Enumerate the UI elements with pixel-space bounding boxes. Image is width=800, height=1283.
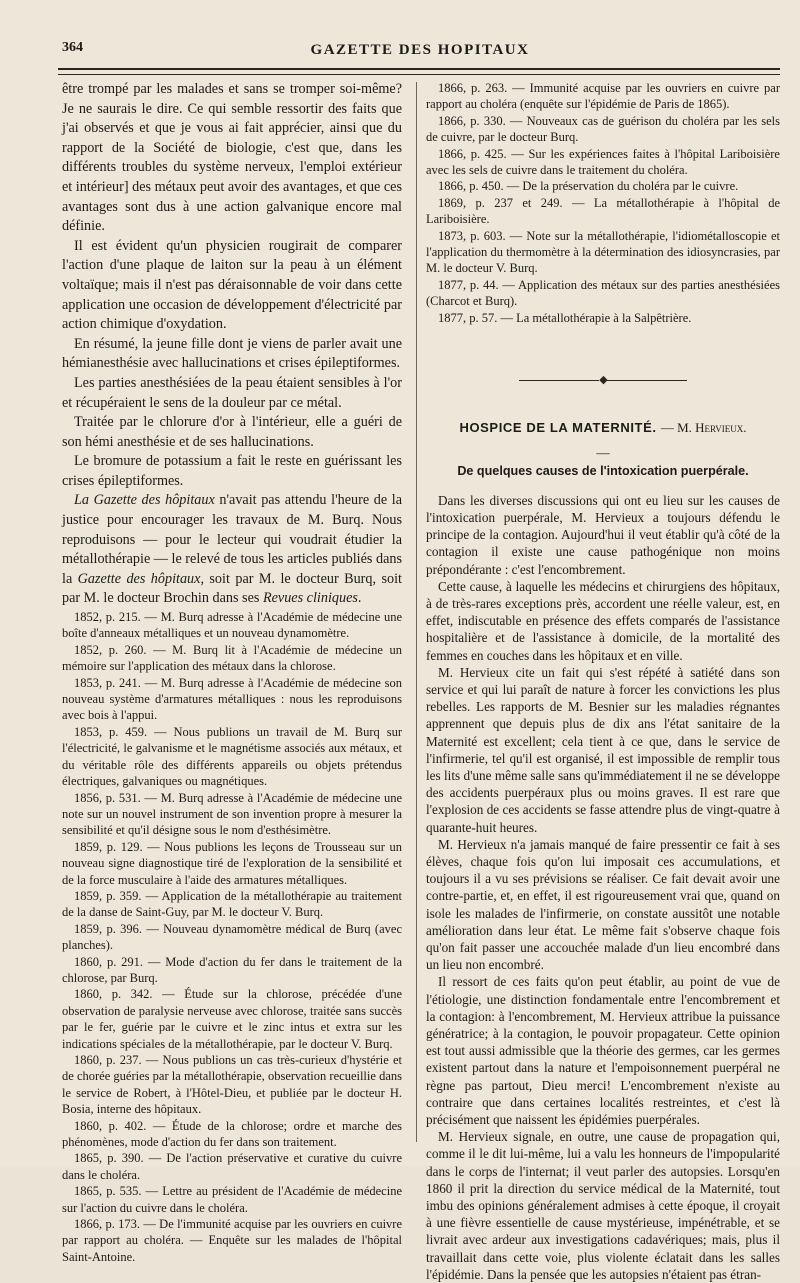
heading-dash-separator: —	[596, 444, 610, 460]
section-title: HOSPICE DE LA MATERNITÉ.	[459, 420, 657, 436]
paragraph: M. Hervieux n'a jamais manqué de faire pressentir ce fait à ses élèves, chaque fois qu'on lui imposait ces accumulations, et toujours il a vu ses prévisions se réaliser. Ce fait devait avoir une contre-partie, et, en effet, il est rigoureusement vrai que, quand on isole les malades de l'infirmerie, on constate aussitôt une notable amélioration dans leur état. Le même fait s'observe chaque fois qu'on fait passer une accouchée malade d'un lieu encombré dans un lieu non encombré.	[426, 836, 780, 973]
bibliography-entry: 1866, p. 425. — Sur les expériences faites à l'hôpital Lariboisière avec les sels de cuivre dans le traitement du choléra.	[426, 146, 780, 178]
bibliography-entry: 1853, p. 459. — Nous publions un travail de M. Burq sur l'électricité, le galvanisme et le magnétisme associés aux métaux, et du véritable rôle des différents appareils ou objets prétendus électriques, galvaniques ou magnétiques.	[62, 724, 402, 789]
article-subtitle: De quelques causes de l'intoxication puerpérale.	[457, 463, 749, 478]
bibliography-entry: 1852, p. 215. — M. Burq adresse à l'Académie de médecine une boîte d'anneaux métalliques et un nouveau dynamomètre.	[62, 610, 402, 641]
paragraph: Cette cause, à laquelle les médecins et chirurgiens des hôpitaux, à de très-rares exceptions près, accordent une réelle valeur, est, en effet, indiscutable en présence des effets comparés de l'assistance hospitalière et de l'assistance à domicile, de la mortalité des femmes en couches dans les hôpitaux et en ville.	[426, 578, 780, 663]
column-divider	[416, 82, 417, 1142]
paragraph: Traitée par le chlorure d'or à l'intérieur, elle a guéri de son hémi anesthésie et de ses hallucinations.	[62, 414, 402, 450]
paragraph: Il ressort de ces faits qu'on peut établir, au point de vue de l'étiologie, une distinction fondamentale entre l'encombrement et la contagion: à l'encombrement, M. Hervieux attribue la puissance génératrice; à la contagion, le pouvoir propagateur. Cette opinion est tout aussi admissible que la théorie des germes, car les germes existent partout dans la nature et l'empoisonnement puerpéral ne règne pas partout, Dieu merci! L'encombrement n'existe au contraire que dans certaines localités restreintes, et c'est là précisément que naissent les épidémies puerpérales.	[426, 974, 780, 1128]
bibliography-entry: 1877, p. 44. — Application des métaux sur des parties anesthésiées (Charcot et Burq).	[426, 277, 780, 309]
paragraph: M. Hervieux cite un fait qui s'est répété à satiété dans son service et qui lui paraît de nature à forcer les convictions les plus rebelles. Les rapports de M. Besnier sur les maladies régnantes apprennent que depuis plus de dix ans l'état sanitaire de la Maternité est excellent; cela tient à ce que, dans le service de l'infirmerie, tel qu'il est organisé, il est impossible de remplir tous les lits d'une même salle sans qu'immédiatement il ne se développe des accidents puerpéraux plus ou moins graves. Il est rare que l'explosion de ces accidents se fasse attendre plus de vingt-quatre à quarante-huit heures.	[426, 664, 780, 835]
ornament-line	[519, 380, 599, 381]
header-rule-thin	[58, 74, 780, 75]
bibliography-entry: 1859, p. 359. — Application de la métallothérapie au traitement de la danse de Saint-Guy, par M. le docteur V. Burq.	[62, 888, 402, 920]
paragraph: En résumé, la jeune fille dont je viens de parler avait une hémianesthésie avec hallucinations et crises épileptiformes.	[62, 335, 402, 372]
gazette-intro-paragraph	[62, 491, 402, 609]
bibliography-entry: 1869, p. 237 et 249. — La métallothérapie à l'hôpital de Lariboisière.	[426, 195, 780, 227]
bibliography-entry: 1860, p. 402. — Étude de la chlorose; ordre et marche des phénomènes, mode d'action du fer dans son traitement.	[62, 1118, 402, 1150]
ornament-line	[607, 380, 687, 381]
bibliography-entry: 1865, p. 535. — Lettre au président de l'Académie de médecine sur l'action du cuivre dans le choléra.	[62, 1184, 402, 1215]
section-ornament	[426, 372, 780, 389]
bibliography-entry: 1866, p. 450. — De la préservation du choléra par le cuivre.	[438, 179, 739, 194]
paragraph: M. Hervieux signale, en outre, une cause de propagation qui, comme il le dit lui-même, lui a valu les honneurs de l'impopularité dans le corps de l'internat; il veut parler des autopsies. Lorsqu'en 1860 il prit la direction du service médical de la Maternité, tout imbu des opinions généralement admises à cette époque, il croyait à une fièvre essentielle de cause mystérieuse, impénétrable, et se livrait avec ardeur aux investigations cadavériques; mais, plus il travaillait dans cette voie, plus violente éclatait dans les salles l'épidémie. Dans la pensée que les autopsies n'étaient pas étran-	[426, 1129, 780, 1282]
italic-revues: Revues cliniques	[262, 590, 358, 607]
bibliography-entry: 1860, p. 237. — Nous publions un cas très-curieux d'hystérie et de chorée guéries par la métallothérapie, observation recueillie dans le service de Robert, à l'Hôtel-Dieu, et publiée par le docteur H. Bosia, interne des hôpitaux.	[62, 1053, 402, 1117]
page-header	[62, 40, 778, 64]
italic-title: Gazette des hôpitaux	[77, 570, 201, 587]
right-column	[426, 80, 780, 1283]
paragraph: Le bromure de potassium a fait le reste en guérissant les crises épileptiformes.	[62, 453, 402, 489]
page-number: 364	[62, 40, 83, 55]
bibliography-entry: 1853, p. 241. — M. Burq adresse à l'Académie de médecine son nouveau système d'armatures métalliques : nous les reproduisons avec bois à l'appui.	[62, 675, 402, 723]
ornament-diamond-icon: ◆	[599, 374, 607, 387]
bibliography-entry: 1860, p. 342. — Étude sur la chlorose, précédée d'une observation de paralysie nerveuse avec chlorose, traitée sans succès par le fer, guérie par le cuivre et le zinc intus et extra sur les indications spéciales de la métallothérapie, par le docteur V. Burq.	[62, 987, 402, 1051]
bibliography-entry: 1859, p. 396. — Nouveau dynamomètre médical de Burq (avec planches).	[62, 921, 402, 953]
paragraph: Il est évident qu'un physicien rougirait de comparer l'action d'une plaque de laiton sur la peau à un élément voltaïque; mais il n'est pas déraisonnable de voir dans cette application une occasion de développement d'électricité par action chimique d'oxydation.	[62, 237, 402, 333]
bibliography-entry: 1873, p. 603. — Note sur la métallothérapie, l'idiométalloscopie et l'application du thermomètre à la détermination des idiosyncrasies, par M. le docteur V. Burq.	[426, 228, 780, 276]
italic-title: La Gazette des hôpitaux	[74, 492, 215, 509]
left-column	[62, 80, 402, 1265]
paragraph: être trompé par les malades et sans se tromper soi-même? Je ne saurais le dire. Ce qui semble ressortir des faits que j'ai observés et que je vous ai fait apprécier, ainsi que du rapport de la Société de biologie, c'est que, dans les différents troubles du système nerveux, l'emploi extérieur et intérieur] des métaux peut avoir des avantages, et que ces avantages sont dus à une action galvanique encore mal définie.	[62, 81, 402, 235]
paragraph: Dans les diverses discussions qui ont eu lieu sur les causes de l'intoxication puerpérale, M. Hervieux a toujours défendu le principe de la contagion. Aujourd'hui il veut établir qu'à côté de la contagion il existe une cause pathogénique non moins prépondérante : c'est l'encombrement.	[426, 492, 780, 577]
intro-text: n'avait pas attendu l'heure de la justice pour encourager les travaux de M. Burq. Nous reproduisons — pour le lecteur qui voudrait étudier la métallothérapie — le relevé de tous les articles publiés dans la	[62, 492, 402, 587]
paragraph: Les parties anesthésiées de la peau étaient sensibles à l'or et récupéraient le sens de la douleur par ce métal.	[62, 374, 402, 411]
header-rule	[58, 68, 780, 70]
section-author: — M. Hervieux.	[660, 420, 747, 436]
bibliography-entry: 1866, p. 173. — De l'immunité acquise par les ouvriers en cuivre par rapport au choléra. — Enquête sur les malades de l'hôpital Saint-Antoine.	[62, 1217, 402, 1264]
bibliography-entry: 1877, p. 57. — La métallothérapie à la Salpêtrière.	[438, 310, 692, 325]
intro-text: , soit par M. le docteur Burq, soit par M. le docteur Brochin dans ses	[62, 570, 402, 607]
bibliography-entry: 1856, p. 531. — M. Burq adresse à l'Académie de médecine une note sur un nouvel instrument de son invention propre à mesurer la sensibilité et qu'il désigne sous le nom d'esthésimètre.	[62, 790, 402, 838]
bibliography-entry: 1865, p. 390. — De l'action préservative et curative du cuivre dans le choléra.	[62, 1151, 402, 1182]
bibliography-entry: 1866, p. 330. — Nouveaux cas de guérison du choléra par les sels de cuivre, par le docteur Burq.	[426, 113, 780, 145]
bibliography-entry: 1852, p. 260. — M. Burq lit à l'Académie de médecine un mémoire sur l'application des métaux dans la chlorose.	[62, 642, 402, 674]
intro-text: .	[357, 590, 362, 607]
bibliography-entry: 1859, p. 129. — Nous publions les leçons de Trousseau sur un nouveau signe diagnostique tiré de l'exploration de la sensibilité et de la force musculaire à l'aide des armatures métalliques.	[62, 839, 402, 887]
bibliography-entry: 1866, p. 263. — Immunité acquise par les ouvriers en cuivre par rapport au choléra (enquête sur l'épidémie de Paris de 1865).	[426, 81, 780, 112]
bibliography-entry: 1860, p. 291. — Mode d'action du fer dans le traitement de la chlorose, par Burq.	[62, 954, 402, 985]
publication-title: GAZETTE DES HOPITAUX	[310, 42, 530, 58]
section-heading	[426, 419, 780, 436]
